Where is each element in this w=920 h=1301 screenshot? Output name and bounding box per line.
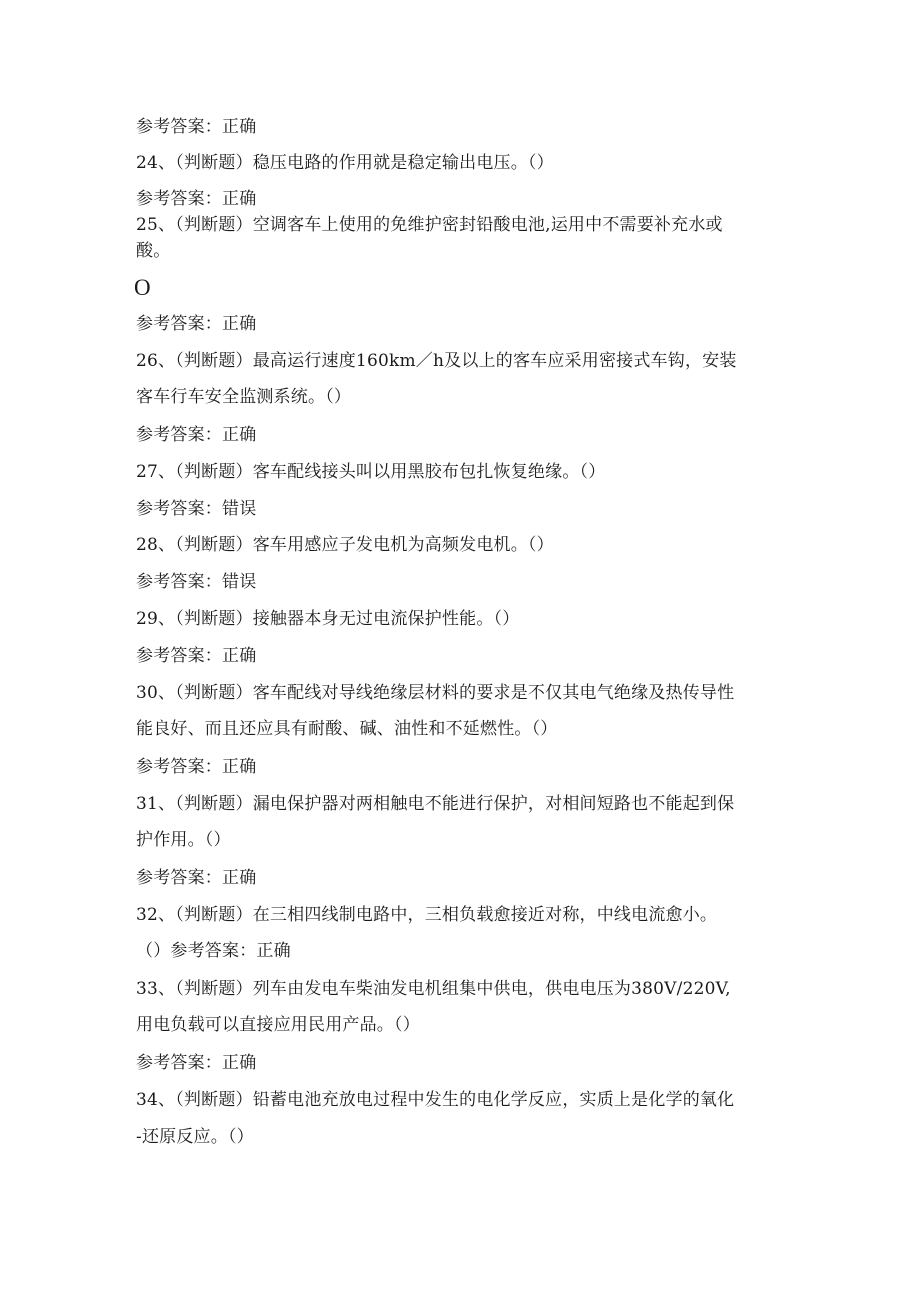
answer-line: 参考答案：正确 xyxy=(136,646,257,666)
question-26: 26、（判断题）最高运行速度160km／h及以上的客车应采用密接式车钩，安装 xyxy=(136,351,737,371)
answer-line: 参考答案：错误 xyxy=(136,499,257,519)
question-32-answer: （）参考答案：正确 xyxy=(136,941,291,961)
question-34: 34、（判断题）铅蓄电池充放电过程中发生的电化学反应，实质上是化学的氧化 xyxy=(136,1090,735,1110)
question-28: 28、（判断题）客车用感应子发电机为高频发电机。（） xyxy=(136,535,554,555)
answer-line: 参考答案：正确 xyxy=(136,117,257,137)
question-24: 24、（判断题）稳压电路的作用就是稳定输出电压。（） xyxy=(136,153,554,173)
question-30-continued: 能良好、而且还应具有耐酸、碱、油性和不延燃性。（） xyxy=(136,719,558,739)
answer-line: 参考答案：正确 xyxy=(136,1053,257,1073)
answer-line: 参考答案：正确 xyxy=(136,189,257,209)
question-32: 32、（判断题）在三相四线制电路中，三相负载愈接近对称，中线电流愈小。 xyxy=(136,905,718,925)
question-33: 33、（判断题）列车由发电车柴油发电机组集中供电，供电电压为380V/220V, xyxy=(136,979,731,999)
question-30: 30、（判断题）客车配线对导线绝缘层材料的要求是不仅其电气绝缘及热传导性 xyxy=(136,683,735,703)
question-26-continued: 客车行车安全监测系统。（） xyxy=(136,387,352,407)
question-31-continued: 护作用。（） xyxy=(136,830,231,850)
question-31: 31、（判断题）漏电保护器对两相触电不能进行保护，对相间短路也不能起到保 xyxy=(136,794,735,814)
question-33-continued: 用电负载可以直接应用民用产品。（） xyxy=(136,1015,420,1035)
question-29: 29、（判断题）接触器本身无过电流保护性能。（） xyxy=(136,609,520,629)
answer-line: 参考答案：正确 xyxy=(136,757,257,777)
question-25-continued: 酸。 xyxy=(136,241,171,261)
answer-line: 参考答案：正确 xyxy=(136,425,257,445)
question-25: 25、（判断题）空调客车上使用的免维护密封铅酸电池,运用中不需要补充水或 xyxy=(136,215,723,235)
question-34-continued: -还原反应。（） xyxy=(136,1127,254,1147)
answer-line: 参考答案：正确 xyxy=(136,314,257,334)
answer-line: 参考答案：错误 xyxy=(136,572,257,592)
question-27: 27、（判断题）客车配线接头叫以用黑胶布包扎恢复绝缘。（） xyxy=(136,462,606,482)
answer-line: 参考答案：正确 xyxy=(136,868,257,888)
stray-letter-o: O xyxy=(134,275,151,300)
